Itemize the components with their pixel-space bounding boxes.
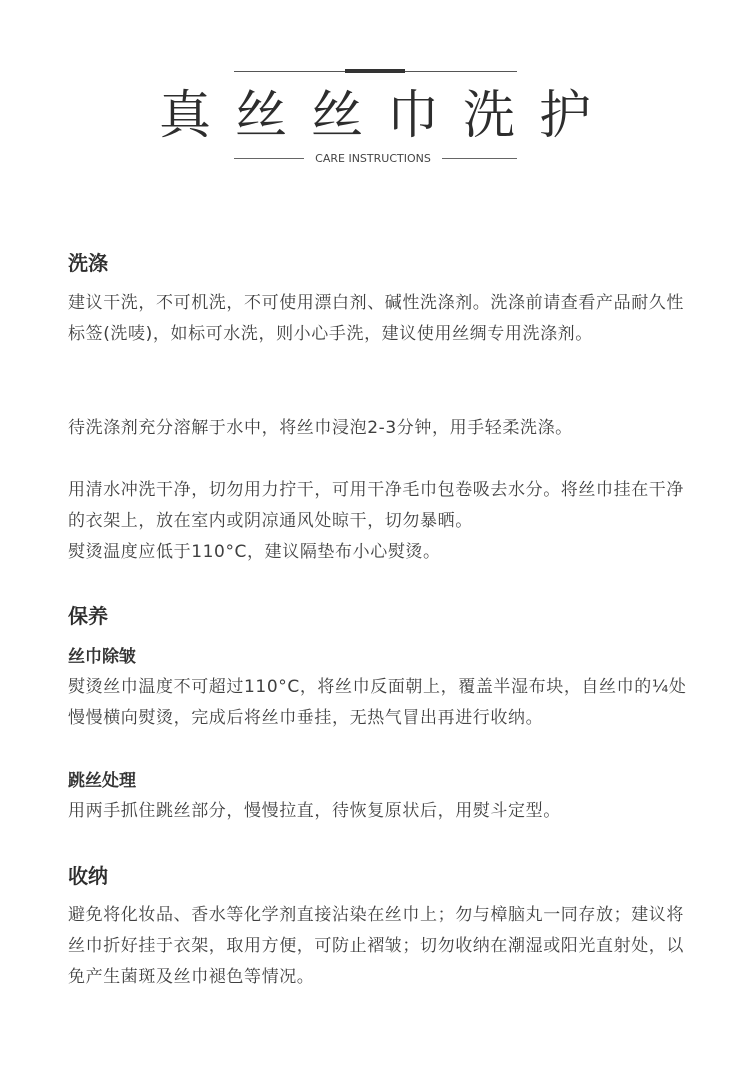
page-title: 真丝丝巾洗护 [158,86,615,146]
section-title-storage: 收纳 [68,864,108,888]
washing-paragraph-4: 熨烫温度应低于110°C，建议隔垫布小心熨烫。 [68,542,441,562]
care-snag-text: 用两手抓住跳丝部分，慢慢拉直，待恢复原状后，用熨斗定型。 [68,801,561,821]
care-wrinkle-text: 熨烫丝巾温度不可超过110°C，将丝巾反面朝上，覆盖半湿布块，自丝巾的¼处慢慢横向熨烫，完成后将丝巾垂挂，无热气冒出再进行收纳。 [68,677,687,728]
care-wrinkle-heading: 丝巾除皱 [68,647,136,667]
section-title-washing: 洗涤 [68,251,108,275]
subtitle-row [234,150,517,168]
care-snag-heading: 跳丝处理 [68,771,136,791]
page-subtitle: CARE INSTRUCTIONS [315,152,431,165]
subtitle-left-rule [234,158,304,159]
storage-text: 避免将化妆品、香水等化学剂直接沾染在丝巾上；勿与樟脑丸一同存放；建议将丝巾折好挂于衣架，取用方便，可防止褶皱；切勿收纳在潮湿或阳光直射处，以免产生菌斑及丝巾褪色等情况。 [68,905,684,987]
page-header [0,0,750,180]
subtitle-right-rule [442,158,517,159]
header-top-accent-bar [345,69,405,73]
washing-paragraph-3: 用清水冲洗干净，切勿用力拧干，可用干净毛巾包卷吸去水分。将丝巾挂在干净的衣架上，放在室内或阴凉通风处晾干，切勿暴晒。 [68,480,684,531]
washing-paragraph-1: 建议干洗，不可机洗，不可使用漂白剂、碱性洗涤剂。洗涤前请查看产品耐久性标签(洗唛)，如标可水洗，则小心手洗，建议使用丝绸专用洗涤剂。 [68,293,684,344]
washing-paragraph-2: 待洗涤剂充分溶解于水中，将丝巾浸泡2-3分钟，用手轻柔洗涤。 [68,418,573,438]
section-title-care: 保养 [68,604,108,628]
